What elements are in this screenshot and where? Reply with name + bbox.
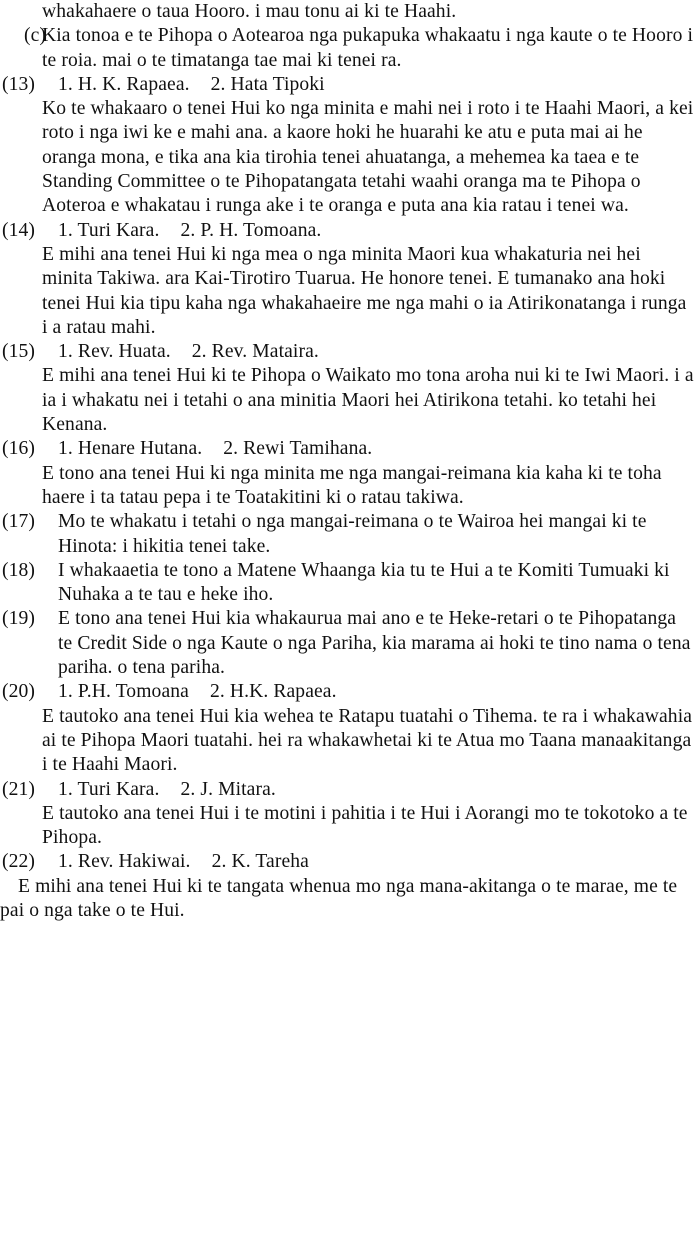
resolution-text: Ko te whakaaro o tenei Hui ko nga minita e mahi nei i roto i te Haahi Maori, a kei roto i nga iwi ke e mahi ana. a kaore hoki he huarahi ke atu e puta mai ai he oranga mona, e tika ana kia tirohia tenei ahuatanga, a mehemea ka taea e te Standing Committee o te Pihopatangata tetahi waahi oranga ma te Pihopa o Aoteroa e whakatau i runga ake i te oranga e puta ana kia ratau i tenei wa. (42, 98, 694, 217)
resolution-19 (0, 607, 694, 680)
resolution-number: (16) (2, 438, 36, 460)
resolution-17 (0, 510, 694, 559)
resolution-number: (13) (2, 73, 36, 95)
resolution-15 (0, 340, 694, 437)
sub-clause-text: Kia tonoa e te Pihopa o Aotearoa nga pukapuka whakaatu i nga kaute o te Hooro i te roia. mai o te timatanga tae mai ki tenei ra. (42, 25, 694, 71)
movers (42, 340, 694, 364)
resolution-text: E mihi ana tenei Hui ki te Pihopa o Waikato mo tona aroha nui ki te Iwi Maori. i a ia i whakatu nei i tetahi o ana minitia Maori hei Atirikona tetahi. ko tetahi hei Kenana. (42, 365, 694, 436)
resolution-text: E mihi ana tenei Hui ki nga mea o nga minita Maori kua whakaturia nei hei minita Takiwa. ara Kai-Tirotiro Tuarua. He honore tenei. E tumanako ana hoki tenei Hui kia tipu kaha nga whakahaeire me nga mahi o ia Atirikonatanga i runga i a ratau mahi. (42, 243, 687, 338)
resolution-13 (0, 73, 694, 219)
sub-clause-label: (c) (24, 25, 47, 47)
mover-1: 1. Rev. Huata. (58, 341, 171, 363)
resolution-number: (17) (2, 511, 36, 533)
mover-1: 1. H. K. Rapaea. (58, 73, 190, 95)
mover-2: 2. Rewi Tamihana. (223, 438, 373, 460)
mover-1: 1. P.H. Tomoana (58, 681, 189, 703)
movers (42, 437, 694, 461)
resolution-20 (0, 680, 694, 777)
mover-2: 2. P. H. Tomoana. (180, 219, 322, 241)
mover-1: 1. Henare Hutana. (58, 438, 203, 460)
mover-1: 1. Rev. Hakiwai. (58, 851, 191, 873)
mover-2: 2. J. Mitara. (180, 778, 276, 800)
continuation-line: whakahaere o taua Hooro. i mau tonu ai ki te Haahi. (42, 1, 457, 22)
sub-clause-c (0, 24, 694, 73)
resolution-text: E tautoko ana tenei Hui i te motini i pahitia i te Hui i Aorangi mo te tokotoko a te Pihopa. (42, 802, 688, 849)
resolution-14 (0, 219, 694, 340)
mover-1: 1. Turi Kara. (58, 219, 160, 241)
movers (42, 219, 694, 243)
resolution-text: E tono ana tenei Hui kia whakaurua mai ano e te Heke-retari o te Pihopatanga te Credit Side o nga Kaute o nga Pariha, kia marama ai hoki te tino nama o tena pariha. o tena pariha. (58, 608, 691, 679)
resolution-18 (0, 559, 694, 608)
movers (42, 73, 694, 97)
mover-2: 2. Hata Tipoki (210, 73, 325, 95)
resolution-number: (19) (2, 608, 36, 630)
resolution-number: (20) (2, 681, 36, 703)
resolution-text: I whakaaetia te tono a Matene Whaanga kia tu te Hui a te Komiti Tumuaki ki Nuhaka a te tau e heke iho. (58, 559, 670, 606)
mover-1: 1. Turi Kara. (58, 778, 160, 800)
mover-2: 2. Rev. Mataira. (191, 341, 319, 363)
mover-2: 2. H.K. Rapaea. (209, 681, 337, 703)
movers (42, 850, 694, 874)
resolution-number: (14) (2, 219, 36, 241)
movers (42, 680, 694, 704)
resolution-text: E tautoko ana tenei Hui kia wehea te Ratapu tuatahi o Tihema. te ra i whakawahia ai te Pihopa Maori tuatahi. hei ra whakawhetai ki te Atua mo Taana manaakitanga i te Haahi Maori. (42, 705, 693, 776)
resolution-text-wrap (0, 875, 694, 924)
mover-2: 2. K. Tareha (211, 851, 309, 873)
resolution-21 (0, 778, 694, 851)
resolution-number: (18) (2, 559, 36, 581)
resolution-text: Mo te whakatu i tetahi o nga mangai-reimana o te Wairoa hei mangai ki te Hinota: i hikitia tenei take. (58, 511, 647, 557)
resolution-text: E tono ana tenei Hui ki nga minita me nga mangai-reimana kia kaha ki te toha haere i ta tatau pepa i te Toatakitini ki o ratau takiwa. (42, 462, 662, 508)
resolution-22 (0, 850, 694, 923)
resolution-number: (21) (2, 778, 36, 800)
resolution-number: (15) (2, 341, 36, 363)
resolution-number: (22) (2, 851, 36, 873)
resolution-text: E mihi ana tenei Hui ki te tangata whenua mo nga mana-akitanga o te marae, me te pai o nga take o te Hui. (0, 875, 678, 921)
movers (42, 778, 694, 802)
resolution-16 (0, 437, 694, 510)
